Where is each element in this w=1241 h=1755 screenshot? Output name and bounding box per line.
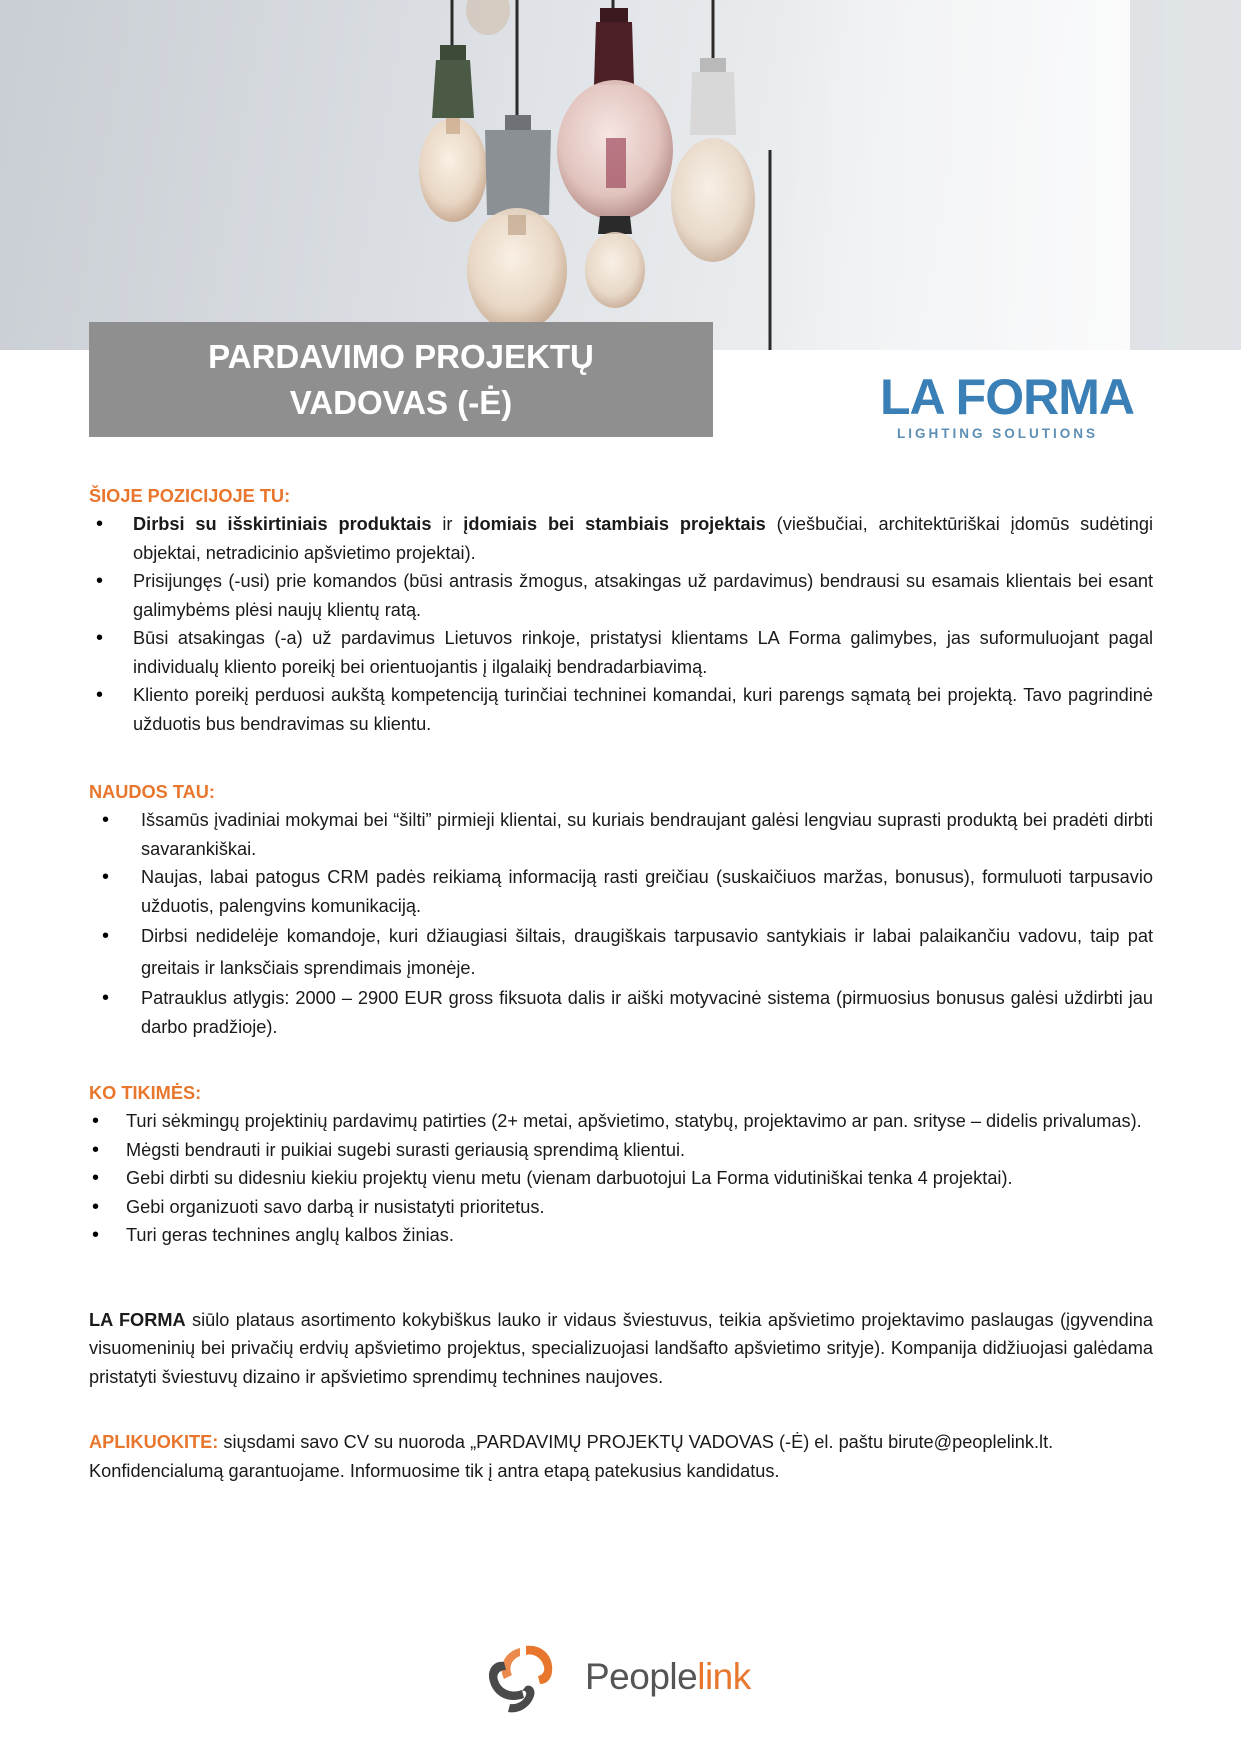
- apply-label: APLIKUOKITE:: [89, 1432, 219, 1452]
- list-item-text: (viešbučiai, architektūriškai įdomūs sudėtingi objektai, netradicinio apšvietimo projektai).: [133, 514, 1153, 563]
- list-item: • Būsi atsakingas (-a) už pardavimus Lietuvos rinkoje, pristatysi klientams LA Forma galimybes, jas suformuluojant pagal individualų kliento poreikį bei orientuojantis į ilgalaikį bendradarbiavimą.: [89, 624, 1153, 681]
- job-description: [89, 482, 1153, 1503]
- hero-photo-lightbulbs: [0, 0, 1241, 350]
- section-role: [89, 482, 1153, 738]
- list-item: • Kliento poreikį perduosi aukštą kompetenciją turinčiai techninei komandai, kuri parengs sąmatą bei projektą. Tavo pagrindinė užduotis bus bendravimas su klientu.: [89, 681, 1153, 738]
- emphasis-text: įdomiais bei stambiais projektais: [463, 514, 766, 534]
- list-item: • Išsamūs įvadiniai mokymai bei “šilti” pirmieji klientai, su kuriais bendraujant galėsi lengviau suprasti produktą bei pradėti dirbti savarankiškai.: [89, 806, 1153, 863]
- laforma-logo-tagline: LIGHTING SOLUTIONS: [897, 426, 1098, 441]
- job-title-box: [89, 322, 713, 437]
- company-name: LA FORMA: [89, 1309, 186, 1330]
- company-about-paragraph: [89, 1306, 1153, 1392]
- list-item: • Turi geras technines anglų kalbos žinias.: [89, 1221, 1153, 1250]
- expectations-list: [89, 1107, 1153, 1250]
- section-benefits: [89, 778, 1153, 1041]
- list-item: • Dirbsi nedidelėje komandoje, kuri džiaugiasi šiltais, draugiškais tarpusavio santykiais ir labai palaikančiu vadovu, taip pat greitais ir lanksčiais sprendimais įmonėje.: [89, 920, 1153, 984]
- list-item: • Turi sėkmingų projektinių pardavimų patirties (2+ metai, apšvietimo, statybų, projektavimo ar pan. srityse – didelis privalumas).: [89, 1107, 1153, 1136]
- emphasis-text: Dirbsi su išskirtiniais produktais: [133, 514, 432, 534]
- list-item: • Prisijungęs (-usi) prie komandos (būsi antrasis žmogus, atsakingas už pardavimus) bendrausi su esamais klientais bei esant galimybėms plėsi naujų klientų ratą.: [89, 567, 1153, 624]
- benefits-list: [89, 806, 1153, 1041]
- job-title-line-2: VADOVAS (-Ė): [289, 383, 513, 421]
- list-item: • Patrauklus atlygis: 2000 – 2900 EUR gross fiksuota dalis ir aiški motyvacinė sistema (pirmuosius bonusus galėsi uždirbti jau darbo pradžioje).: [89, 984, 1153, 1041]
- job-title-line-1: PARDAVIMO PROJEKTŲ: [208, 337, 594, 375]
- peoplelink-wordmark: [585, 1656, 751, 1698]
- list-item: • Naujas, labai patogus CRM padės reikiamą informaciją rasti greičiau (suskaičiuos maržas, bonusus), formuluoti tarpusavio užduotis, palengvins komunikaciją.: [89, 863, 1153, 920]
- section-heading-expectations: KO TIKIMĖS:: [89, 1083, 202, 1103]
- role-list: [89, 510, 1153, 738]
- section-heading-role: ŠIOJE POZICIJOJE TU:: [89, 486, 291, 506]
- peoplelink-wordmark-accent: link: [697, 1656, 751, 1697]
- apply-text: siųsdami savo CV su nuoroda „PARDAVIMŲ PROJEKTŲ VADOVAS (-Ė) el. paštu birute@peoplelink.lt. Konfidencialumą garantuojame. Informuosime tik į antra etapą patekusius kandidatus.: [89, 1432, 1054, 1481]
- peoplelink-wordmark-main: People: [585, 1656, 698, 1697]
- laforma-logo: [880, 369, 1134, 450]
- list-item: [89, 510, 1153, 567]
- section-heading-benefits: NAUDOS TAU:: [89, 782, 215, 802]
- list-item: • Gebi dirbti su didesniu kiekiu projektų vienu metu (vienam darbuotojui La Forma vidutiniškai tenka 4 projektai).: [89, 1164, 1153, 1193]
- list-item: • Gebi organizuoti savo darbą ir nusistatyti prioritetus.: [89, 1193, 1153, 1222]
- company-about-text: siūlo plataus asortimento kokybiškus lauko ir vidaus šviestuvus, teikia apšvietimo projektavimo paslaugas (įgyvendina visuomeninių bei privačių erdvių apšvietimo projektus, specializuojasi landšafto apšvietimo srityje). Kompanija didžiuojasi galėdama pristatyti šviestuvų dizaino ir apšvietimo sprendimų technines naujoves.: [89, 1309, 1153, 1387]
- peoplelink-symbol-icon: [482, 1640, 560, 1720]
- hanging-bulbs-illustration: [0, 0, 1241, 350]
- section-expectations: [89, 1079, 1153, 1250]
- list-item: • Mėgsti bendrauti ir puikiai sugebi surasti geriausią sprendimą klientui.: [89, 1136, 1153, 1165]
- peoplelink-logo: [482, 1640, 772, 1720]
- list-item-text: ir: [431, 514, 464, 534]
- laforma-logo-wordmark: LA FORMA: [880, 369, 1134, 425]
- apply-paragraph: [89, 1428, 1153, 1485]
